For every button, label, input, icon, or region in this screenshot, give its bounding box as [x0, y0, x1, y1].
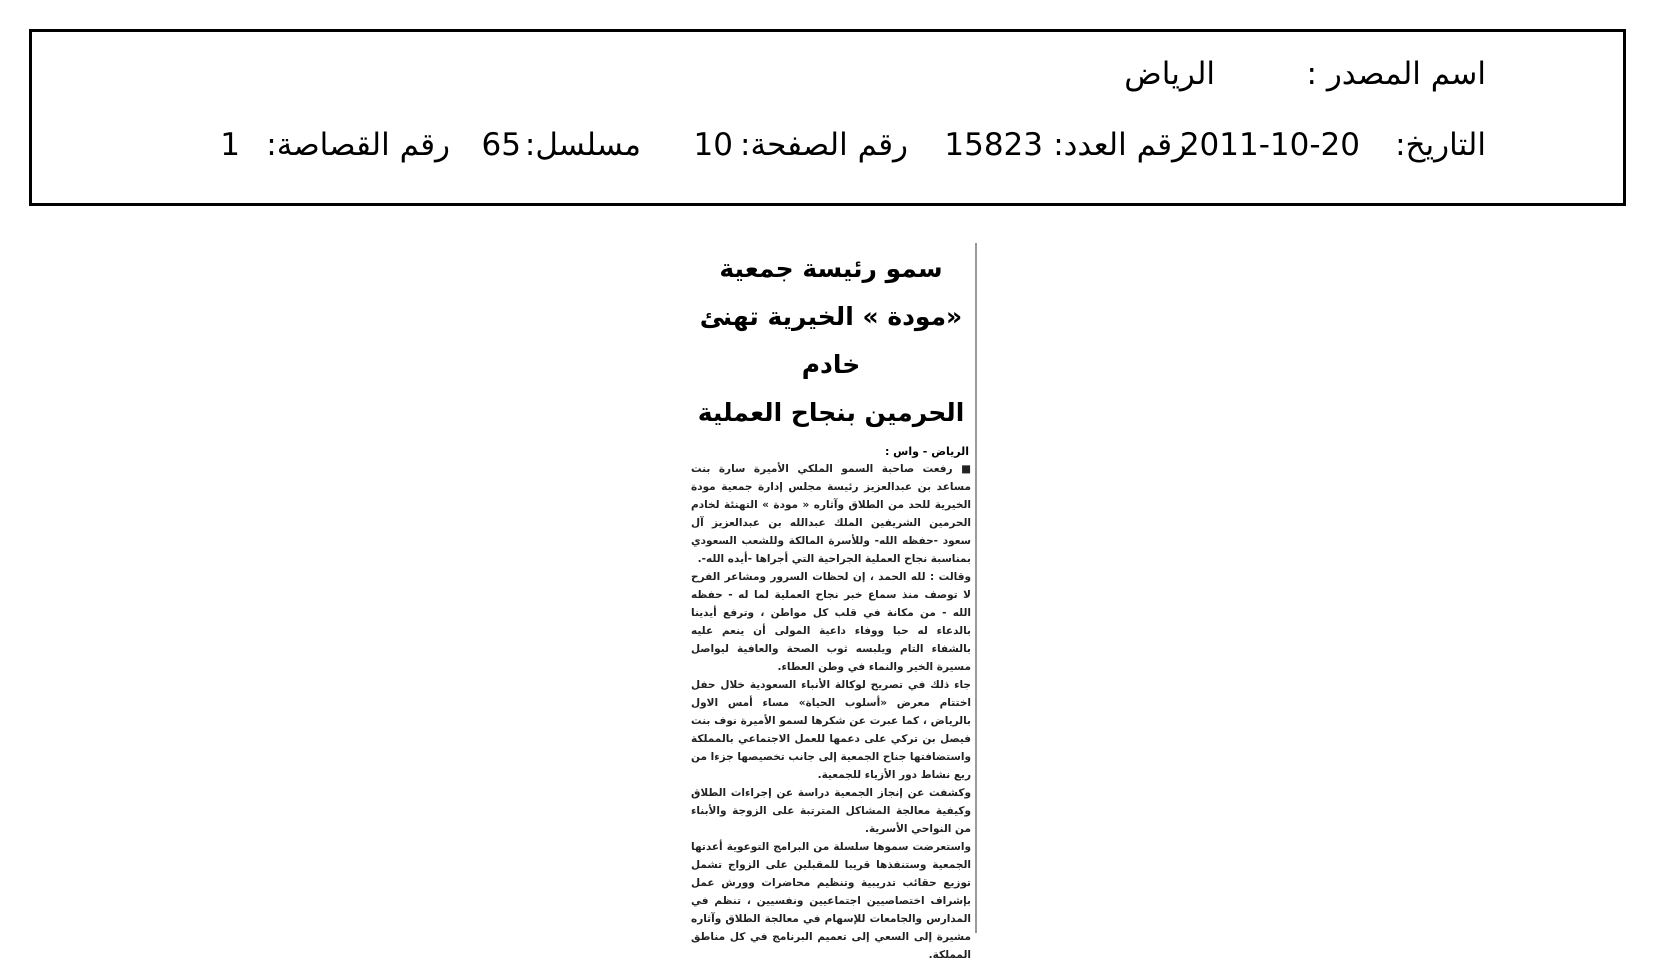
article-paragraph: وكشفت عن إنجاز الجمعية دراسة عن إجراءات الطلاق وكيفية معالجة المشاكل المترتبة على الزوجة والأبناء من النواحي الأسرية.: [691, 787, 971, 835]
article-paragraph: جاء ذلك في تصريح لوكالة الأنباء السعودية خلال حفل اختتام معرض «أسلوب الحياة» مساء أمس الاول بالرياض ، كما عبرت عن شكرها لسمو الأميرة نوف بنت فيصل بن تركي على دعمها للعمل الاجتماعي بالمملكة واستضافتها جناح الجمعية إلى جانب تخصيصها جزءا من ريع نشاط دور الأزياء للجمعية.: [691, 679, 971, 781]
article-paragraph: وقالت : لله الحمد ، إن لحظات السرور ومشاعر الفرح لا توصف منذ سماع خبر نجاح العملية لما له - حفظه الله - من مكانة في قلب كل مواطن ، وترفع أيدينا بالدعاء له حبا ووفاء داعية المولى أن ينعم عليه بالشفاء التام ويلبسه ثوب الصحة والعافية ليواصل مسيرة الخير والنماء في وطن العطاء.: [691, 571, 971, 673]
article-dateline: الرياض - واس :: [884, 445, 969, 458]
headline-line: الحرمين بنجاح العملية: [697, 398, 965, 427]
headline-line: «مودة » الخيرية تهنئ خادم: [699, 302, 963, 379]
date-label: التاريخ:: [1395, 127, 1486, 163]
headline-line: سمو رئيسة جمعية: [719, 254, 943, 283]
page-label: رقم الصفحة:: [740, 127, 908, 163]
newspaper-clipping: [687, 243, 977, 961]
article-paragraph: واستعرضت سموها سلسلة من البرامج التوعوية أعدتها الجمعية وستنفذها قريبا للمقبلين على الزواج تشمل توزيع حقائب تدريبية وتنظيم محاضرات وورش عمل بإشراف اختصاصيين اجتماعيين ونفسيين ، تنظم في المدارس والجامعات للإسهام في معالجة الطلاق وآثاره مشيرة إلى السعي إلى تعميم البرنامج في كل مناطق المملكة.: [691, 841, 971, 961]
serial-label: مسلسل:: [524, 127, 641, 163]
article-headline: [687, 243, 975, 437]
clip-number-value: 1: [220, 127, 240, 163]
clip-number-label: رقم القصاصة:: [266, 127, 450, 163]
clipping-header-box: [29, 29, 1626, 206]
source-label: اسم المصدر :: [1306, 56, 1486, 92]
serial-value: 65: [481, 127, 521, 163]
source-value: الرياض: [1124, 56, 1215, 92]
issue-value: 15823: [944, 127, 1043, 163]
date-value: 2011-10-20: [1179, 127, 1360, 163]
page-value: 10: [693, 127, 733, 163]
article-paragraph: ■ رفعت صاحبة السمو الملكي الأميرة سارة بنت مساعد بن عبدالعزيز رئيسة مجلس إدارة جمعية مودة الخيرية للحد من الطلاق وآثاره « مودة » التهنئة لخادم الحرمين الشريفين الملك عبدالله بن عبدالعزيز آل سعود -حفظه الله- وللأسرة المالكة وللشعب السعودي بمناسبة نجاح العملية الجراحية التي أجراها -أيده الله-.: [691, 463, 971, 565]
issue-label: رقم العدد:: [1053, 127, 1187, 163]
